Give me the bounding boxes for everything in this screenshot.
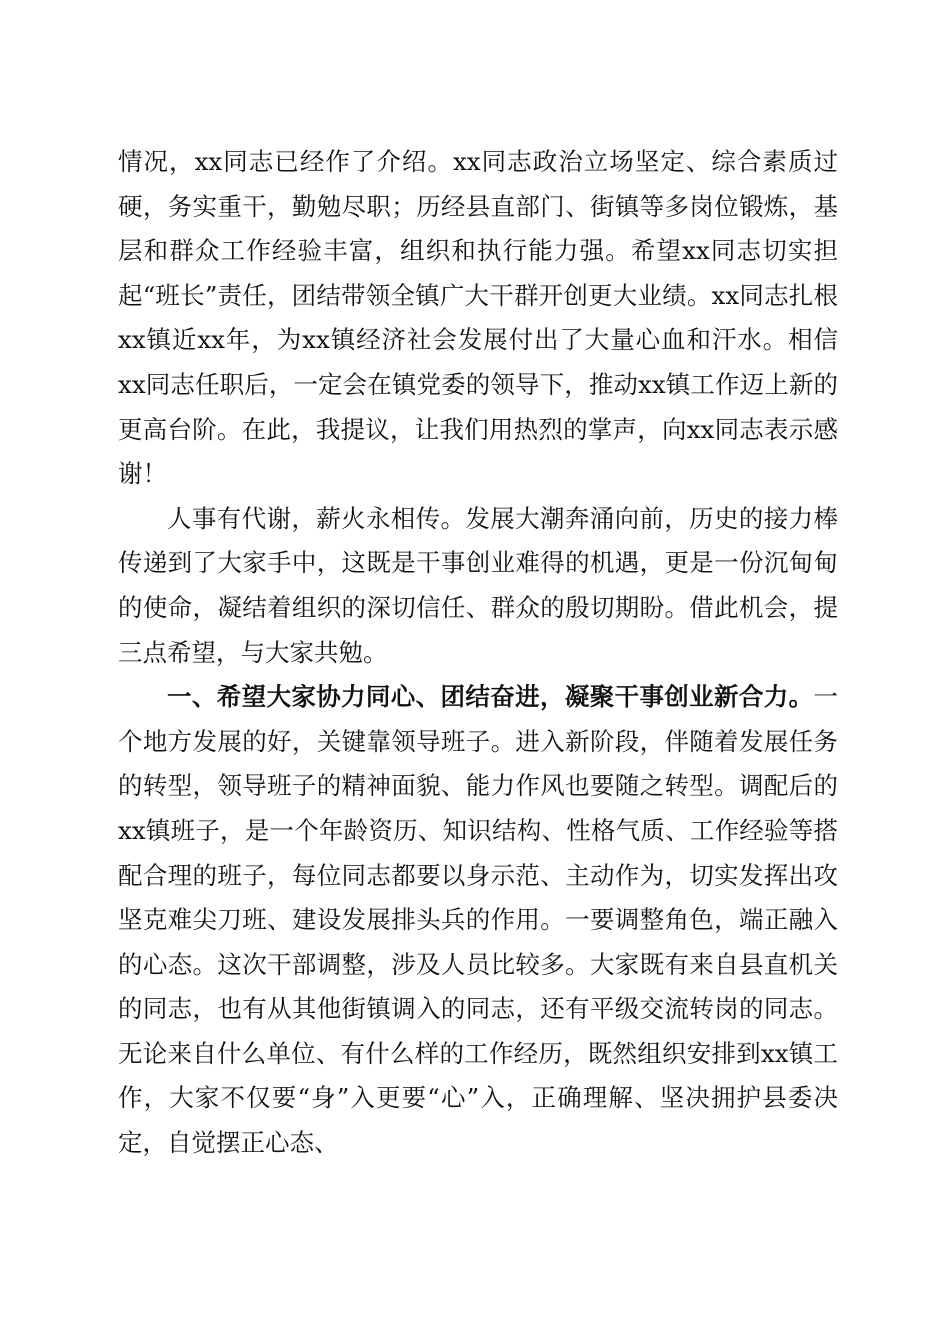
section-heading-first-hope: 一、希望大家协力同心、团结奋进，凝聚干事创业新合力。: [167, 682, 814, 712]
paragraph-succession: 人事有代谢，薪火永相传。发展大潮奔涌向前，历史的接力棒传递到了大家手中，这既是干事创业难得的机遇，更是一份沉甸甸的使命，凝结着组织的深切信任、群众的殷切期盼。借此机会，提三点希望，与大家共勉。: [118, 503, 838, 667]
paragraph-introduction-continued: 情况，xx同志已经作了介绍。xx同志政治立场坚定、综合素质过硬，务实重干，勤勉尽职；历经县直部门、街镇等多岗位锻炼，基层和群众工作经验丰富，组织和执行能力强。希望xx同志切实担起“班长”责任，团结带领全镇广大干群开创更大业绩。xx同志扎根xx镇近xx年，为xx镇经济社会发展付出了大量心血和汗水。相信xx同志任职后，一定会在镇党委的领导下，推动xx镇工作迈上新的更高台阶。在此，我提议，让我们用热烈的掌声，向xx同志表示感谢！: [118, 147, 838, 489]
section-body-first-hope: 一个地方发展的好，关键靠领导班子。进入新阶段，伴随着发展任务的转型，领导班子的精神面貌、能力作风也要随之转型。调配后的xx镇班子，是一个年龄资历、知识结构、性格气质、工作经验等搭配合理的班子，每位同志都要以身示范、主动作为，切实发挥出攻坚克难尖刀班、建设发展排头兵的作用。一要调整角色，端正融入的心态。这次干部调整，涉及人员比较多。大家既有来自县直机关的同志，也有从其他街镇调入的同志，还有平级交流转岗的同志。无论来自什么单位、有什么样的工作经历，既然组织安排到xx镇工作，大家不仅要“身”入更要“心”入，正确理解、坚决拥护县委决定，自觉摆正心态、: [118, 682, 838, 1158]
document-body: [118, 140, 838, 1166]
paragraph-first-hope: [118, 675, 838, 1166]
